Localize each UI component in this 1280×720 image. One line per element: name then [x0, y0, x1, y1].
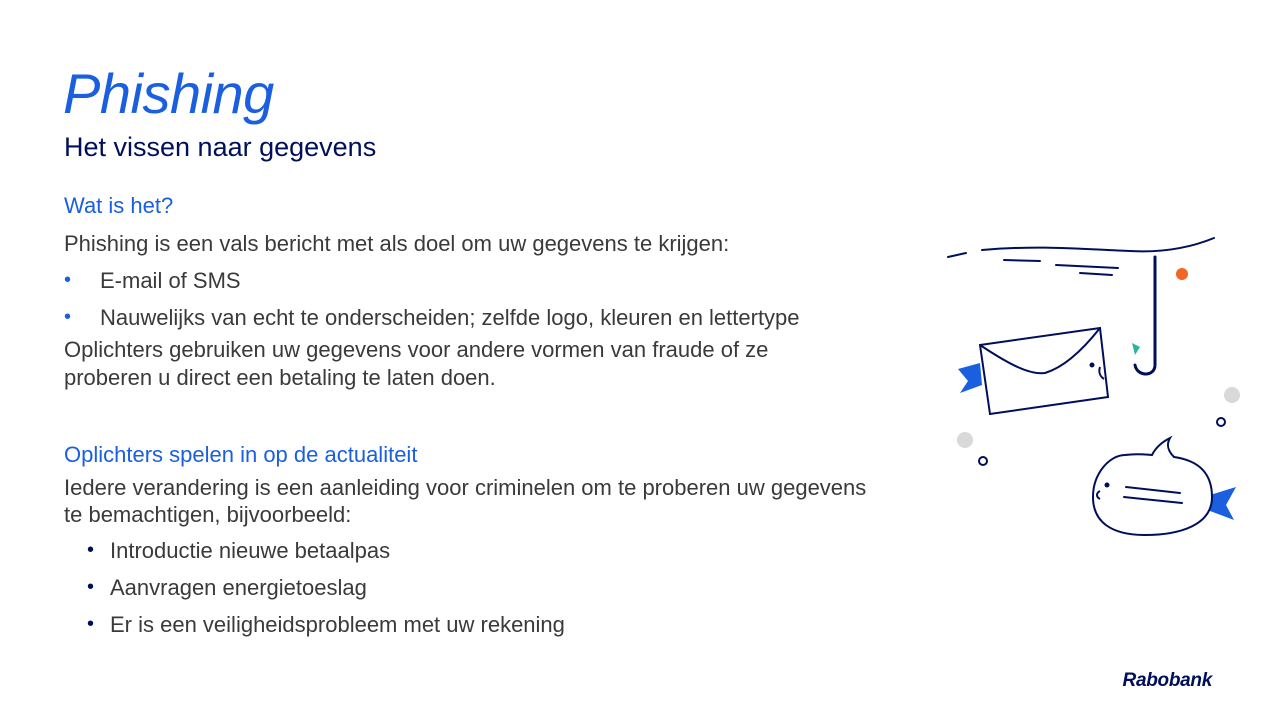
list-item: [64, 262, 924, 299]
list-item: [87, 606, 924, 643]
section-heading: Wat is het?: [64, 193, 174, 218]
list-item-text: Er is een veiligheidsprobleem met uw rekening: [110, 612, 565, 637]
list-item-text: E-mail of SMS: [100, 268, 241, 293]
list-item-text: Introductie nieuwe betaalpas: [110, 538, 391, 563]
fishing-hook-icon: [1132, 257, 1155, 374]
list-item-text: Nauwelijks van echt te onderscheiden; zelfde logo, kleuren en lettertype: [100, 305, 800, 330]
section-actuality: [64, 440, 924, 643]
list-item: [87, 569, 924, 606]
bullet-list: [64, 262, 924, 336]
bullet-icon: •: [87, 613, 95, 635]
list-item: [64, 299, 924, 336]
intro-text: Phishing is een vals bericht met als doel om uw gegevens te krijgen:: [64, 231, 730, 256]
bullet-icon: •: [64, 306, 72, 328]
list-item: [87, 532, 924, 569]
rabobank-logo: Rabobank: [1122, 670, 1212, 691]
envelope-fish-icon: [958, 328, 1108, 414]
bullet-icon: •: [64, 269, 72, 291]
water-line-icon: [948, 238, 1214, 275]
paragraph-text: Oplichters gebruiken uw gegevens voor andere vormen van fraude of ze proberen u direct een betaling te laten doen.: [64, 337, 769, 390]
slide-subtitle: Het vissen naar gegevens: [64, 132, 377, 162]
section-heading: Oplichters spelen in op de actualiteit: [64, 442, 418, 467]
list-item-text: Aanvragen energietoeslag: [110, 575, 367, 600]
slide-title: Phishing: [63, 62, 274, 125]
paragraph-text: Iedere verandering is een aanleiding voor criminelen om te proberen uw gegevens te bemachtigen, bijvoorbeeld:: [64, 475, 867, 527]
orange-dot-icon: [1176, 268, 1188, 280]
bullet-list: [87, 532, 924, 643]
section-what-is-it: [64, 191, 924, 392]
bullet-icon: •: [87, 576, 95, 598]
bullet-icon: •: [87, 539, 95, 561]
speech-bubble-fish-icon: [1093, 438, 1236, 535]
phishing-illustration: [930, 225, 1260, 555]
